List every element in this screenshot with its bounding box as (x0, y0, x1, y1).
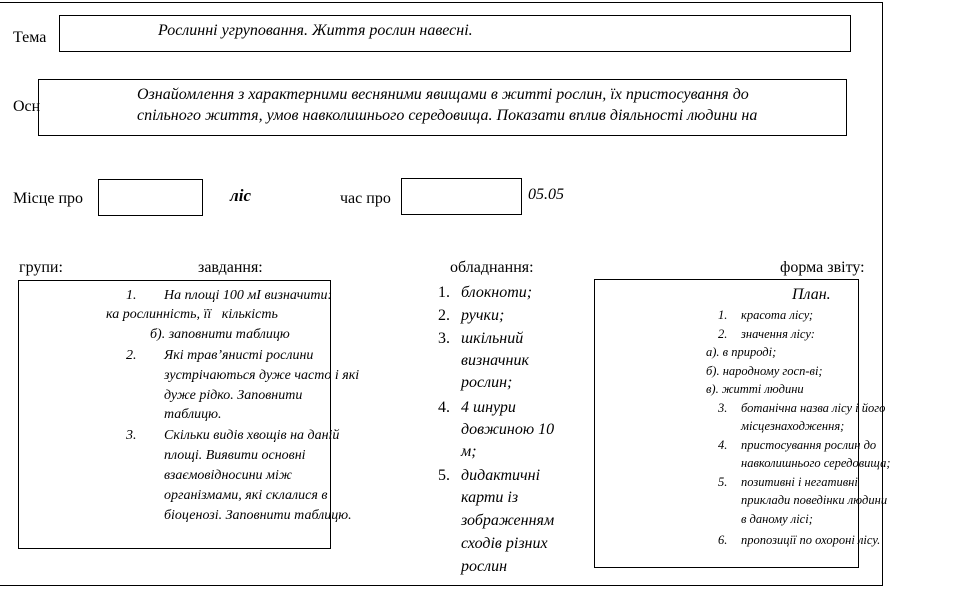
report-5-line-1: позитивні і негативні (741, 475, 858, 489)
place-value: ліс (230, 186, 251, 205)
equipment-3-line-2: визначник (461, 352, 529, 369)
report-2b: б). народному госп-ві; (706, 364, 823, 378)
task-3-number: 3. (126, 428, 137, 443)
report-2: значення лісу: (741, 327, 815, 341)
task-3-line-2: площі. Виявити основні (164, 448, 306, 463)
report-5-line-2: приклади поведінки людини (741, 493, 888, 507)
report-1: красота лісу; (741, 308, 814, 322)
report-4-line-1: пристосування рослин до (741, 438, 877, 452)
task-1-line-3: б). заповнити таблицю (150, 327, 290, 342)
equipment-3-number: 3. (438, 330, 450, 347)
equipment-1-number: 1. (438, 284, 450, 301)
time-value: 05.05 (528, 186, 564, 203)
equipment-header: обладнання: (450, 259, 534, 276)
equipment-5-line-2: карти із (461, 489, 519, 506)
equipment-3-line-3: рослин; (461, 374, 513, 391)
equipment-1: блокноти; (461, 284, 533, 301)
place-label: Місце про (13, 190, 83, 207)
report-2a: а). в природі; (706, 345, 777, 359)
report-2-number: 2. (718, 327, 728, 341)
equipment-5-line-5: рослин (461, 558, 508, 575)
task-3-line-4: організмами, які склалися в (164, 488, 328, 503)
place-field[interactable] (98, 179, 203, 216)
task-3-line-5: біоценозі. Заповнити таблицю. (164, 508, 352, 523)
equipment-2: ручки; (461, 307, 505, 324)
report-4-number: 4. (718, 438, 728, 452)
task-2-line-3: дуже рідко. Заповнити (164, 388, 303, 403)
page-border-bottom (0, 585, 883, 586)
page-border-top (0, 2, 883, 3)
page-border-right (882, 2, 883, 586)
goal-value-line2: спільного життя, умов навколишнього середовища. Показати вплив діяльності людини на (137, 107, 758, 124)
task-1-line-2: ка рослинність, її кількість (106, 307, 278, 322)
topic-value: Рослинні угруповання. Життя рослин навесні. (158, 22, 473, 39)
task-2-line-2: зустрічаються дуже часто і які (164, 368, 360, 383)
equipment-4-line-2: довжиною 10 (461, 421, 555, 438)
report-3-number: 3. (718, 401, 728, 415)
report-5-line-3: в даному лісі; (741, 512, 813, 526)
report-6: пропозиції по охороні лісу. (741, 533, 881, 547)
task-3-line-3: взаємовідносини між (164, 468, 292, 483)
task-2-line-4: таблицю. (164, 407, 222, 422)
goal-label: Осн (13, 98, 41, 115)
report-box[interactable] (594, 279, 859, 568)
report-5-number: 5. (718, 475, 728, 489)
equipment-5-line-3: зображенням (461, 512, 555, 529)
equipment-2-number: 2. (438, 307, 450, 324)
goal-value-line1: Ознайомлення з характерними весняними явищами в житті рослин, їх пристосування до (137, 86, 749, 103)
task-2-number: 2. (126, 348, 137, 363)
tasks-header: завдання: (198, 259, 263, 276)
report-form-header: форма звіту: (780, 259, 865, 276)
equipment-5-line-1: дидактичні (461, 467, 541, 484)
equipment-4-number: 4. (438, 399, 450, 416)
report-plan-title: План. (792, 286, 831, 303)
report-6-number: 6. (718, 533, 728, 547)
time-field[interactable] (401, 178, 522, 215)
report-3-line-1: ботанічна назва лісу і його (741, 401, 886, 415)
equipment-3-line-1: шкільний (461, 330, 524, 347)
task-1-line-1: На площі 100 мІ визначити: (164, 288, 333, 303)
equipment-5-line-4: сходів різних (461, 535, 548, 552)
report-3-line-2: місцезнаходження; (741, 419, 845, 433)
task-1-number: 1. (126, 288, 137, 303)
equipment-4-line-3: м; (461, 443, 477, 460)
task-2-line-1: Які трав’янисті рослини (164, 348, 314, 363)
report-4-line-2: навколишнього середовища; (741, 456, 891, 470)
tasks-box[interactable] (18, 280, 331, 549)
groups-header: групи: (19, 259, 63, 276)
report-2c: в). житті людини (706, 382, 804, 396)
topic-label: Тема (13, 29, 47, 46)
equipment-4-line-1: 4 шнури (461, 399, 516, 416)
time-label: час про (340, 190, 391, 207)
task-3-line-1: Скільки видів хвощів на даній (164, 428, 340, 443)
report-1-number: 1. (718, 308, 728, 322)
equipment-5-number: 5. (438, 467, 450, 484)
